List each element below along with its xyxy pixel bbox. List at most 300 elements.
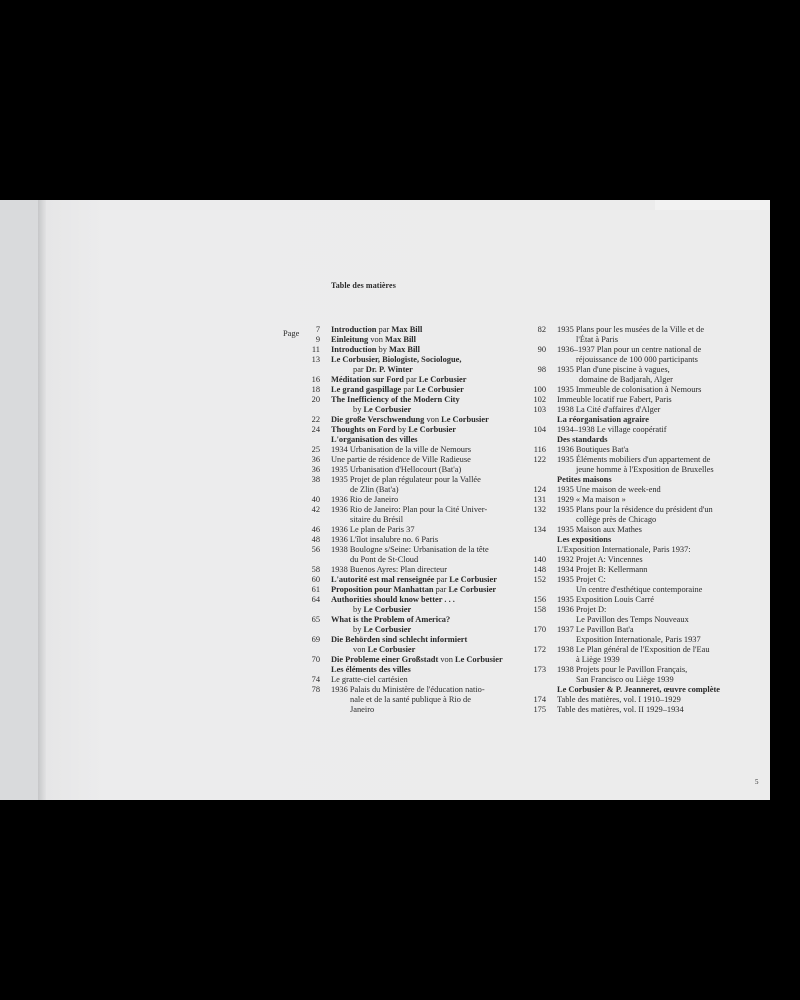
toc-entry-text [557, 585, 720, 595]
toc-entry [557, 355, 720, 365]
toc-text: 1936 L'îlot insalubre no. 6 Paris [331, 535, 439, 544]
toc-bold-text: Petites maisons [557, 475, 612, 484]
toc-bold-text: Introduction [331, 325, 377, 334]
page-number: 5 [755, 778, 759, 786]
toc-page-number: 100 [533, 385, 546, 394]
toc-page-number: 173 [533, 665, 546, 674]
toc-entry-text [331, 385, 503, 395]
toc-entry-text [331, 395, 503, 405]
toc-text: 1935 Immeuble de colonisation à Nemours [557, 385, 702, 394]
toc-text: 1938 Projets pour le Pavillon Français, [557, 665, 688, 674]
toc-page-number: 36 [311, 455, 320, 464]
toc-entry-text [557, 595, 720, 605]
toc-entry [557, 465, 720, 475]
toc-entry-text [331, 435, 503, 445]
toc-page-number: 13 [311, 355, 320, 364]
toc-entry-text [557, 645, 720, 655]
toc-entry [533, 405, 720, 415]
toc-bold-text: Des standards [557, 435, 608, 444]
toc-entry [331, 555, 503, 565]
toc-entry-text [331, 555, 503, 565]
toc-entry [533, 505, 720, 515]
toc-entry-text [331, 695, 503, 705]
toc-text: 1932 Projet A: Vincennes [557, 555, 643, 564]
toc-entry-text [331, 705, 503, 715]
toc-entry-text [331, 625, 503, 635]
toc-entry-text [331, 515, 503, 525]
toc-page-number: 25 [311, 445, 320, 454]
toc-entry [533, 625, 720, 635]
toc-text: 1937 Le Pavillon Bat'a [557, 625, 634, 634]
toc-page-number: 24 [311, 425, 320, 434]
toc-bold-text: Max Bill [384, 335, 416, 344]
toc-entry [331, 645, 503, 655]
toc-entry [557, 685, 720, 695]
toc-page-number: 16 [311, 375, 320, 384]
toc-text: Une partie de résidence de Ville Radieuse [331, 455, 471, 464]
toc-page-number: 18 [311, 385, 320, 394]
toc-entry-text [557, 435, 720, 445]
toc-bold-text: La réorganisation agraire [557, 415, 649, 424]
toc-text: 1935 Projet de plan régulateur pour la Vallée [331, 475, 481, 484]
toc-bold-text: Le Corbusier [363, 405, 412, 414]
toc-text: 1935 Exposition Louis Carré [557, 595, 654, 604]
toc-entry-text [557, 505, 720, 515]
toc-entry [557, 635, 720, 645]
toc-page-number: 20 [311, 395, 320, 404]
toc-bold-text: Die Probleme einer Großstadt [331, 655, 439, 664]
toc-entry [331, 405, 503, 415]
toc-text: Le gratte-ciel cartésien [331, 675, 408, 684]
toc-bold-text: Le Corbusier [418, 375, 467, 384]
toc-left-column [311, 325, 503, 715]
toc-entry [533, 525, 720, 535]
toc-entry [311, 385, 503, 395]
toc-page-number: 124 [533, 485, 546, 494]
toc-bold-text: L'autorité est mal renseignée [331, 575, 435, 584]
toc-page-number: 74 [311, 675, 320, 684]
toc-text: jeune homme à l'Exposition de Bruxelles [576, 465, 714, 474]
toc-entry [331, 515, 503, 525]
toc-entry [533, 425, 720, 435]
toc-bold-text: Le Corbusier [363, 605, 412, 614]
toc-entry-text [331, 615, 503, 625]
toc-text: par [433, 585, 449, 594]
toc-bold-text: Le Corbusier [454, 655, 503, 664]
toc-entry [311, 635, 503, 645]
toc-bold-text: Le Corbusier, Biologiste, Sociologue, [331, 355, 462, 364]
toc-entry [537, 345, 720, 355]
toc-entry-text [557, 325, 720, 335]
toc-entry [533, 645, 720, 655]
toc-page-number: 61 [311, 585, 320, 594]
toc-page-number: 140 [533, 555, 546, 564]
toc-bold-text: Le Corbusier [448, 585, 497, 594]
toc-entry [315, 325, 503, 335]
toc-entry-text [557, 695, 720, 705]
toc-entry [533, 555, 720, 565]
toc-entry [311, 585, 503, 595]
toc-entry [311, 465, 503, 475]
toc-bold-text: Méditation sur Ford [331, 375, 404, 384]
toc-entry-text [557, 455, 720, 465]
toc-entry-text [331, 415, 503, 425]
toc-entry-text [557, 335, 720, 345]
toc-bold-text: Le Corbusier [416, 385, 464, 394]
toc-text: 1938 Buenos Ayres: Plan directeur [331, 565, 447, 574]
toc-text: San Francisco ou Liège 1939 [576, 675, 674, 684]
toc-entry-text [557, 385, 720, 395]
toc-entry [311, 475, 503, 485]
toc-page-number: 69 [311, 635, 320, 644]
toc-entry-text [557, 535, 720, 545]
toc-page-number: 22 [311, 415, 320, 424]
toc-text: de Zlin (Bat'a) [350, 485, 399, 494]
toc-entry [311, 545, 503, 555]
toc-entry-text [331, 335, 503, 345]
toc-entry-text [557, 565, 720, 575]
toc-text: von [353, 645, 368, 654]
toc-page-number: 172 [533, 645, 546, 654]
toc-entry [331, 695, 503, 705]
toc-page-number: 56 [311, 545, 320, 554]
toc-bold-text: Le grand gaspillage [331, 385, 402, 394]
toc-entry-text [557, 355, 720, 365]
toc-bold-text: Dr. P. Winter [365, 365, 413, 374]
toc-page-number: 60 [311, 575, 320, 584]
toc-entry [331, 665, 503, 675]
toc-entry [557, 615, 720, 625]
toc-text: 1938 Le Plan général de l'Exposition de l'Eau [557, 645, 710, 654]
toc-bold-text: L'organisation des villes [331, 435, 418, 444]
toc-page-number: 7 [315, 325, 320, 334]
toc-text: von [438, 655, 455, 664]
toc-entry-text [331, 485, 503, 495]
toc-entry-text [331, 455, 503, 465]
toc-page-number: 11 [311, 345, 320, 354]
toc-bold-text: Le Corbusier [441, 415, 489, 424]
toc-text: 1935 Maison aux Mathes [557, 525, 642, 534]
toc-entry-text [331, 355, 503, 365]
toc-entry [311, 505, 503, 515]
page-top-edge [655, 200, 770, 210]
toc-page-number: 90 [537, 345, 546, 354]
toc-entry [557, 585, 720, 595]
toc-text: réjouissance de 100 000 participants [576, 355, 698, 364]
toc-entry-text [557, 445, 720, 455]
toc-bold-text: Le Corbusier [367, 645, 416, 654]
toc-entry [311, 615, 503, 625]
toc-entry-text [557, 665, 720, 675]
toc-page-number: 152 [533, 575, 546, 584]
toc-entry-text [557, 465, 720, 475]
toc-text: 1936 Le plan de Paris 37 [331, 525, 415, 534]
toc-entry-text [331, 505, 503, 515]
toc-text: 1938 Boulogne s/Seine: Urbanisation de la tête [331, 545, 489, 554]
toc-page-number: 156 [533, 595, 546, 604]
toc-entry-text [557, 605, 720, 615]
toc-entry-text [557, 685, 720, 695]
toc-entry [557, 475, 720, 485]
toc-entry [533, 495, 720, 505]
toc-text: by [353, 405, 364, 414]
toc-text: by [395, 425, 409, 434]
toc-page-number: 46 [311, 525, 320, 534]
toc-entry-text [331, 675, 503, 685]
toc-entry [331, 485, 503, 495]
toc-text: Immeuble locatif rue Fabert, Paris [557, 395, 672, 404]
toc-text: 1935 Une maison de week-end [557, 485, 661, 494]
toc-bold-text: Le Corbusier [449, 575, 497, 584]
toc-text: par [434, 575, 450, 584]
toc-text: par [401, 385, 417, 394]
toc-entry-text [557, 655, 720, 665]
toc-entry-text [557, 525, 720, 535]
toc-text: Janeiro [350, 705, 375, 714]
toc-entry [311, 575, 503, 585]
toc-entry-text [331, 575, 503, 585]
toc-text: 1935 Projet C: [557, 575, 606, 584]
toc-entry [557, 655, 720, 665]
toc-entry [533, 705, 720, 715]
toc-page-number: 116 [533, 445, 546, 454]
toc-entry-text [557, 405, 720, 415]
toc-page-number: 82 [537, 325, 546, 334]
toc-entry [311, 565, 503, 575]
toc-entry-text [557, 345, 720, 355]
toc-entry-text [331, 445, 503, 455]
toc-bold-text: Thoughts on Ford [331, 425, 396, 434]
toc-bold-text: Proposition pour Manhattan [331, 585, 434, 594]
toc-text: Le Pavillon des Temps Nouveaux [576, 615, 689, 624]
toc-text: par [353, 365, 366, 374]
toc-entry-text [331, 565, 503, 575]
toc-text: by [376, 345, 390, 354]
toc-text: 1938 La Cité d'affaires d'Alger [557, 405, 661, 414]
toc-text: 1935 Urbanisation d'Hellocourt (Bat'a) [331, 465, 462, 474]
toc-entry-text [557, 545, 720, 555]
toc-text: 1936 Palais du Ministère de l'éducation natio- [331, 685, 485, 694]
toc-bold-text: Le Corbusier [408, 425, 456, 434]
toc-entry [311, 355, 503, 365]
toc-entry-text [557, 415, 720, 425]
toc-page-number: 70 [311, 655, 320, 664]
toc-entry [311, 495, 503, 505]
toc-text: 1934 Projet B: Kellermann [557, 565, 648, 574]
toc-entry [311, 535, 503, 545]
toc-entry-text [331, 585, 503, 595]
toc-entry-text [557, 495, 720, 505]
toc-text: 1936 Rio de Janeiro: Plan pour la Cité Univer- [331, 505, 488, 514]
toc-entry [533, 665, 720, 675]
toc-text: Un centre d'esthétique contemporaine [576, 585, 703, 594]
toc-text: 1934 Urbanisation de la ville de Nemours [331, 445, 472, 454]
toc-entry-text [331, 525, 503, 535]
toc-text: 1936–1937 Plan pour un centre national de [557, 345, 702, 354]
toc-page-number: 102 [533, 395, 546, 404]
toc-entry-text [331, 635, 503, 645]
toc-text: von [368, 335, 385, 344]
toc-bold-text: What is the Problem of America? [331, 615, 451, 624]
toc-text: collège près de Chicago [576, 515, 657, 524]
toc-entry-text [331, 345, 503, 355]
toc-text: nale et de la santé publique à Rio de [350, 695, 471, 704]
toc-bold-text: Die Behörden sind schlecht informiert [331, 635, 468, 644]
toc-page-number: 42 [311, 505, 320, 514]
toc-page-number: 134 [533, 525, 546, 534]
toc-entry [331, 365, 503, 375]
toc-bold-text: Die große Verschwendung [331, 415, 425, 424]
toc-entry [311, 685, 503, 695]
toc-entry [533, 445, 720, 455]
toc-entry [331, 705, 503, 715]
toc-entry-text [331, 545, 503, 555]
toc-page-number: 65 [311, 615, 320, 624]
toc-entry [311, 415, 503, 425]
toc-entry-text [557, 615, 720, 625]
toc-text: 1935 Plans pour les musées de la Ville et de [557, 325, 705, 334]
toc-entry-text [331, 535, 503, 545]
toc-entry [311, 375, 503, 385]
toc-page-number: 158 [533, 605, 546, 614]
toc-text: 1936 Projet D: [557, 605, 607, 614]
toc-page-number: 148 [533, 565, 546, 574]
toc-entry-text [557, 705, 720, 715]
toc-bold-text: The Inefficiency of the Modern City [331, 395, 460, 404]
page-title: Table des matières [331, 281, 396, 290]
toc-entry [557, 545, 720, 555]
toc-entry-text [331, 655, 503, 665]
toc-entry [311, 425, 503, 435]
toc-page-number: 38 [311, 475, 320, 484]
toc-entry [557, 535, 720, 545]
toc-entry-text [557, 485, 720, 495]
toc-page-number: 64 [311, 595, 320, 604]
toc-entry [533, 575, 720, 585]
toc-entry-text [557, 515, 720, 525]
toc-bold-text: Les éléments des villes [331, 665, 411, 674]
toc-entry [311, 345, 503, 355]
toc-page-number: 104 [533, 425, 546, 434]
toc-page-number: 40 [311, 495, 320, 504]
toc-entry-text [331, 685, 503, 695]
toc-right-column [533, 325, 720, 715]
toc-page-number: 175 [533, 705, 546, 714]
toc-entry-text [557, 395, 720, 405]
toc-page-number: 170 [533, 625, 546, 634]
toc-entry [311, 525, 503, 535]
toc-entry-text [331, 365, 503, 375]
toc-entry [311, 395, 503, 405]
toc-text: by [353, 605, 364, 614]
toc-entry [331, 435, 503, 445]
toc-entry [557, 515, 720, 525]
toc-entry-text [331, 405, 503, 415]
toc-page-number: 78 [311, 685, 320, 694]
toc-page-number: 131 [533, 495, 546, 504]
toc-entry-text [331, 605, 503, 615]
toc-entry [533, 455, 720, 465]
toc-text: Table des matières, vol. II 1929–1934 [557, 705, 684, 714]
toc-text: 1934–1938 Le village coopératif [557, 425, 667, 434]
toc-entry-text [557, 625, 720, 635]
toc-text: l'État à Paris [576, 335, 618, 344]
toc-entry [533, 485, 720, 495]
toc-entry [331, 605, 503, 615]
toc-entry [533, 595, 720, 605]
toc-entry-text [557, 555, 720, 565]
toc-text: von [424, 415, 442, 424]
toc-page-number: 98 [537, 365, 546, 374]
toc-text: 1935 Plan d'une piscine à vagues, [557, 365, 670, 374]
toc-page-number: 9 [315, 335, 320, 344]
toc-bold-text: Authorities should know better . . . [331, 595, 455, 604]
toc-page-number: 103 [533, 405, 546, 414]
toc-bold-text: Einleitung [331, 335, 369, 344]
toc-text: par [403, 375, 419, 384]
toc-entry [537, 325, 720, 335]
toc-entry [331, 625, 503, 635]
toc-text: L'Exposition Internationale, Paris 1937: [557, 545, 691, 554]
toc-bold-text: Introduction [331, 345, 377, 354]
page-column-label: Page [283, 329, 300, 338]
toc-entry-text [331, 645, 503, 655]
toc-entry [311, 595, 503, 605]
toc-text: domaine de Badjarah, Alger [579, 375, 673, 384]
toc-entry-text [331, 325, 503, 335]
toc-bold-text: Le Corbusier & P. Jeanneret, œuvre complète [557, 685, 720, 694]
toc-text: 1929 « Ma maison » [557, 495, 626, 504]
toc-text: par [376, 325, 392, 334]
toc-entry [315, 335, 503, 345]
toc-entry-text [557, 475, 720, 485]
toc-entry [311, 655, 503, 665]
toc-entry [311, 445, 503, 455]
toc-text: Table des matières, vol. I 1910–1929 [557, 695, 681, 704]
toc-entry-text [331, 375, 503, 385]
toc-text: à Liège 1939 [576, 655, 620, 664]
toc-entry [533, 695, 720, 705]
toc-bold-text: Max Bill [389, 345, 420, 354]
toc-entry-text [557, 635, 720, 645]
toc-entry [557, 415, 720, 425]
toc-text: by [353, 625, 364, 634]
toc-entry-text [331, 665, 503, 675]
toc-entry-text [557, 575, 720, 585]
toc-page-number: 48 [311, 535, 320, 544]
toc-entry-text [557, 675, 720, 685]
toc-entry-text [557, 365, 720, 375]
toc-entry [533, 605, 720, 615]
toc-text: sitaire du Brésil [350, 515, 404, 524]
toc-text: 1936 Boutiques Bat'a [557, 445, 629, 454]
toc-page-number: 58 [311, 565, 320, 574]
toc-text: 1935 Plans pour la résidence du président d'un [557, 505, 713, 514]
toc-bold-text: Max Bill [391, 325, 423, 334]
toc-entry [533, 385, 720, 395]
toc-page-number: 36 [311, 465, 320, 474]
toc-text: 1935 Éléments mobiliers d'un appartement de [557, 455, 711, 464]
toc-entry [311, 675, 503, 685]
toc-entry [533, 565, 720, 575]
toc-page-number: 174 [533, 695, 546, 704]
toc-entry [557, 435, 720, 445]
toc-entry [533, 395, 720, 405]
toc-text: 1936 Rio de Janeiro [331, 495, 399, 504]
toc-entry-text [557, 425, 720, 435]
toc-bold-text: Le Corbusier [363, 625, 412, 634]
toc-page-number: 122 [533, 455, 546, 464]
